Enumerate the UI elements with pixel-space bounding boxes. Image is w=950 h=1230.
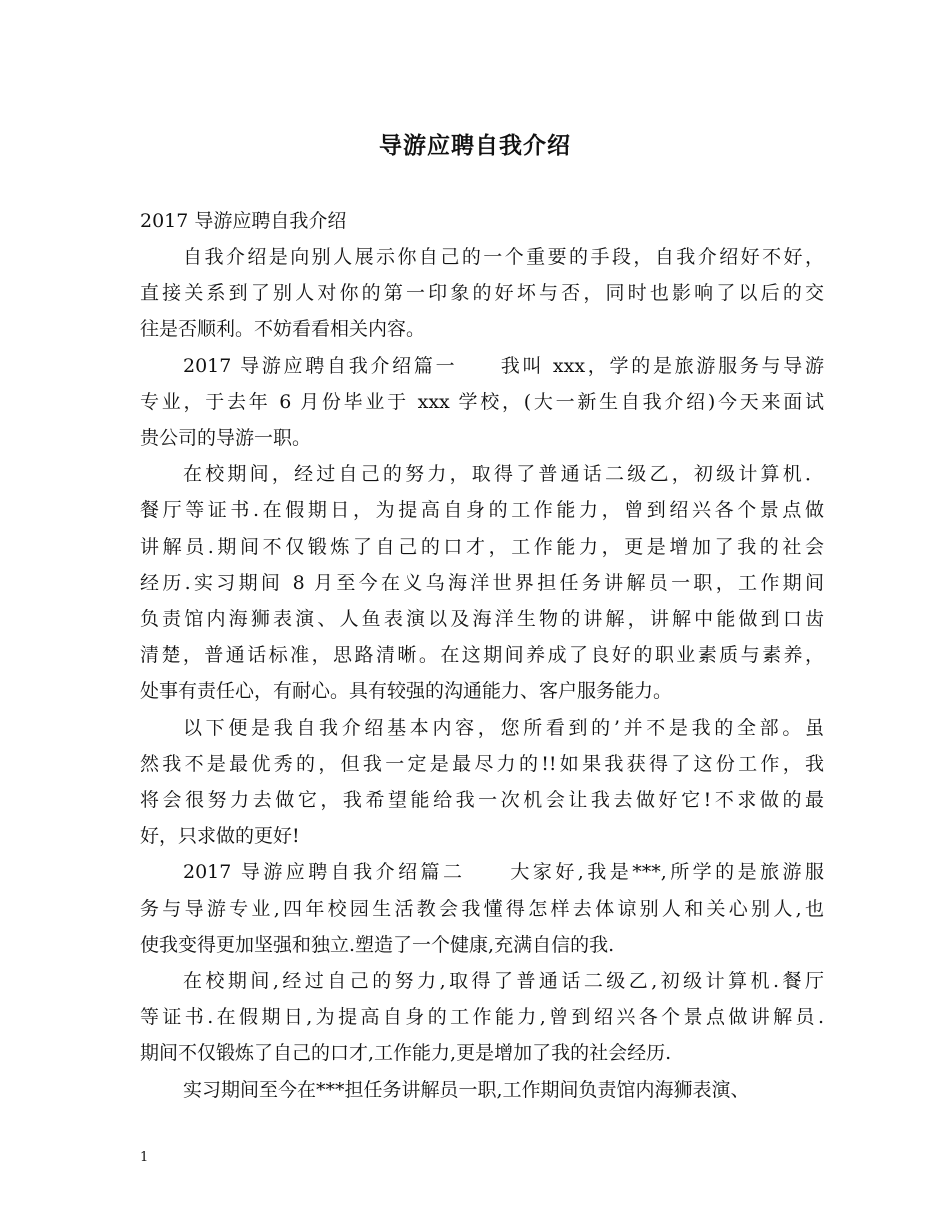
paragraph-line: 将会很努力去做它，我希望能给我一次机会让我去做好它!不求做的最 (140, 789, 824, 812)
paragraph-line: 务与导游专业,四年校园生活教会我懂得怎样去体谅别人和关心别人,也 (140, 897, 824, 920)
paragraph-first-line: 自我介绍是向别人展示你自己的一个重要的手段，自我介绍好不好， (183, 246, 824, 268)
paragraph-line: 清楚，普通话标准，思路清晰。在这期间养成了良好的职业素质与素养， (140, 644, 824, 667)
paragraph-line: 使我变得更加坚强和独立.塑造了一个健康,充满自信的我. (140, 933, 615, 956)
paragraph-line: 然我不是最优秀的，但我一定是最尽力的!!如果我获得了这份工作，我 (140, 752, 824, 775)
paragraph-line: 餐厅等证书.在假期日，为提高自身的工作能力，曾到绍兴各个景点做 (140, 499, 824, 522)
paragraph-line: 讲解员.期间不仅锻炼了自己的口才，工作能力，更是增加了我的社会 (140, 535, 824, 558)
paragraph-line: 等证书.在假期日,为提高自身的工作能力,曾到绍兴各个景点做讲解员. (140, 1006, 824, 1029)
paragraph-first-line: 在校期间,经过自己的努力,取得了普通话二级乙,初级计算机.餐厅 (183, 970, 824, 993)
paragraph-line: 期间不仅锻炼了自己的口才,工作能力,更是增加了我的社会经历. (140, 1042, 672, 1065)
paragraph-first-line: 实习期间至今在***担任务讲解员一职,工作期间负责馆内海狮表演、 (183, 1078, 750, 1101)
paragraph-line: 处事有责任心，有耐心。具有较强的沟通能力、客户服务能力。 (140, 680, 673, 703)
document-title: 导游应聘自我介绍 (379, 132, 571, 159)
paragraph-line: 贵公司的导游一职。 (140, 427, 312, 450)
paragraph-line: 负责馆内海狮表演、人鱼表演以及海洋生物的讲解，讲解中能做到口齿 (140, 608, 824, 631)
paragraph-first-line: 在校期间，经过自己的努力，取得了普通话二级乙，初级计算机． (183, 463, 824, 486)
document-subtitle: 2017 导游应聘自我介绍 (140, 210, 347, 232)
paragraph-line: 经历.实习期间 8 月至今在义乌海洋世界担任务讲解员一职，工作期间 (140, 571, 824, 594)
paragraph-first-line: 2017 导游应聘自我介绍篇二 大家好,我是***,所学的是旅游服 (183, 861, 824, 884)
paragraph-line: 直接关系到了别人对你的第一印象的好坏与否，同时也影响了以后的交 (140, 282, 824, 305)
paragraph-line: 好，只求做的更好! (140, 825, 300, 848)
document-body (140, 203, 824, 1108)
paragraph-first-line: 2017 导游应聘自我介绍篇一 我叫 xxx，学的是旅游服务与导游 (183, 354, 824, 377)
page-number: 1 (140, 1150, 149, 1165)
paragraph-first-line: 以下便是我自我介绍基本内容，您所看到的’并不是我的全部。虽 (183, 716, 824, 739)
paragraph-line: 往是否顺利。不妨看看相关内容。 (140, 318, 426, 341)
paragraph-line: 专业，于去年 6 月份毕业于 xxx 学校，(大一新生自我介绍)今天来面试 (140, 390, 824, 413)
